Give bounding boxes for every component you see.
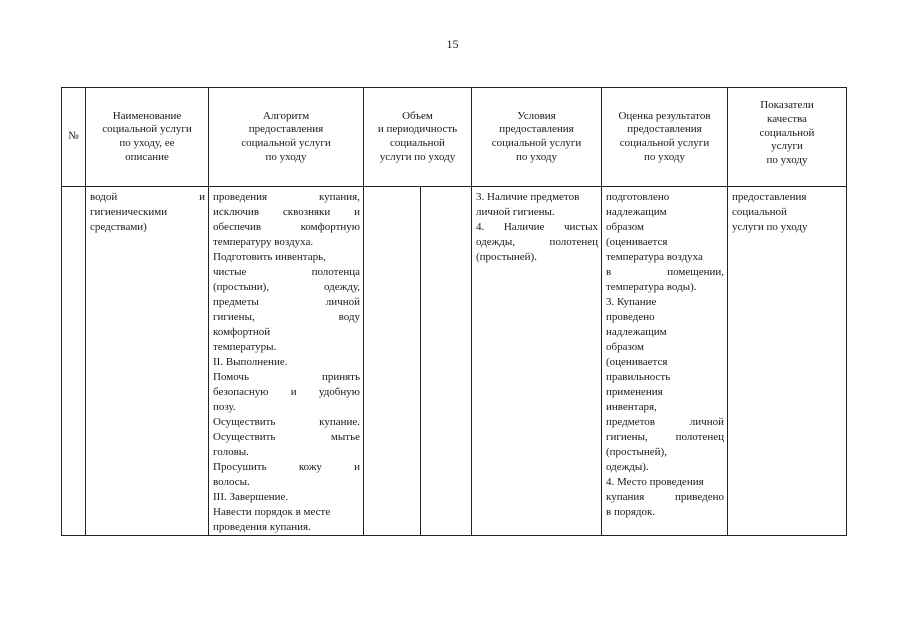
volume-subcell-right bbox=[421, 187, 471, 535]
text-line: Просушить кожу и bbox=[213, 461, 360, 473]
text-line: комфортной bbox=[213, 326, 271, 338]
text-line: обеспечив комфортную bbox=[213, 221, 360, 233]
text-line: инвентаря, bbox=[606, 401, 657, 413]
text-line: (простыней). bbox=[476, 251, 537, 263]
text-line: безопасную и удобную bbox=[213, 386, 360, 398]
header-line: Показатели bbox=[760, 99, 814, 111]
header-line: и периодичность bbox=[377, 123, 458, 136]
header-line: предоставления bbox=[248, 123, 324, 136]
text-line: Помочь принять bbox=[213, 371, 360, 383]
text-line: проведения купания, bbox=[213, 191, 360, 203]
text-line: Навести порядок в месте bbox=[213, 506, 331, 518]
header-volume bbox=[364, 88, 472, 187]
text-line: волосы. bbox=[213, 476, 250, 488]
service-table bbox=[61, 87, 847, 536]
header-line: по уходу, ее bbox=[119, 137, 175, 149]
text-line: образом bbox=[606, 341, 645, 353]
text-line: Осуществить купание. bbox=[213, 416, 360, 428]
header-line: Объем bbox=[402, 109, 433, 122]
table-row bbox=[62, 187, 847, 536]
text-line: одежды, полотенец bbox=[476, 236, 598, 248]
header-line: социальной bbox=[390, 137, 445, 149]
table-header-row bbox=[62, 88, 847, 187]
text-line: одежды). bbox=[606, 461, 649, 473]
text-line: предоставления bbox=[732, 191, 807, 203]
cell-conditions bbox=[472, 187, 602, 536]
header-num: № bbox=[62, 88, 86, 187]
page-number: 15 bbox=[446, 37, 459, 51]
text-line: Подготовить инвентарь, bbox=[213, 251, 326, 263]
text-line: (оценивается bbox=[606, 236, 668, 248]
header-line: социальной услуги bbox=[491, 137, 582, 149]
text-line: (простыни), одежду, bbox=[213, 281, 360, 293]
header-line: Наименование bbox=[112, 109, 182, 122]
header-line: по уходу bbox=[643, 150, 685, 163]
header-line: по уходу bbox=[516, 150, 557, 163]
cell-num bbox=[62, 187, 86, 536]
text-line: гигиеническими bbox=[90, 206, 168, 218]
text-line: чистые полотенца bbox=[213, 266, 360, 278]
text-line: надлежащим bbox=[606, 206, 667, 218]
text-line: купания приведено bbox=[606, 491, 724, 503]
header-line: Алгоритм bbox=[262, 109, 310, 122]
text-line: проведения купания. bbox=[213, 521, 311, 533]
header-line: услуги по уходу bbox=[379, 150, 456, 163]
text-line: средствами) bbox=[90, 221, 147, 233]
header-line: социальной услуги bbox=[619, 137, 710, 149]
text-line: водой и bbox=[90, 191, 205, 203]
cell-quality bbox=[728, 187, 847, 536]
header-line: Условия bbox=[517, 109, 556, 122]
text-line: применения bbox=[606, 386, 663, 398]
header-line: предоставления bbox=[627, 123, 702, 136]
text-line: температура воды). bbox=[606, 281, 697, 293]
text-line: температуру воздуха. bbox=[213, 236, 314, 248]
text-line: услуги по уходу bbox=[732, 221, 808, 233]
header-line: социальной услуги bbox=[102, 123, 192, 136]
header-service-name bbox=[86, 88, 209, 187]
header-line: социальной bbox=[759, 126, 815, 139]
header-quality bbox=[728, 88, 847, 187]
text-line: (простыней), bbox=[606, 446, 667, 458]
text-line: головы. bbox=[213, 446, 249, 458]
header-algorithm bbox=[209, 88, 364, 187]
text-line: 4. Место проведения bbox=[606, 476, 704, 488]
header-line: социальной услуги bbox=[241, 137, 331, 149]
text-line: в помещении, bbox=[606, 266, 724, 278]
text-line: 3. Купание bbox=[606, 296, 657, 308]
text-line: гигиены, полотенец bbox=[606, 431, 724, 443]
text-line: температуры. bbox=[213, 341, 277, 353]
text-line: (оценивается bbox=[606, 356, 668, 368]
text-line: Осуществить мытье bbox=[213, 431, 360, 443]
header-line: качества bbox=[767, 112, 807, 125]
text-line: III. Завершение. bbox=[213, 491, 289, 503]
cell-service-name bbox=[86, 187, 209, 536]
volume-subcell-left bbox=[364, 187, 421, 535]
text-line: проведено bbox=[606, 311, 655, 323]
text-line: 4. Наличие чистых bbox=[476, 221, 598, 233]
cell-evaluation bbox=[602, 187, 728, 536]
text-line: предметы личной bbox=[213, 296, 360, 308]
text-line: позу. bbox=[213, 401, 236, 413]
text-line: температура воздуха bbox=[606, 251, 703, 263]
header-line: по уходу bbox=[265, 150, 307, 163]
header-line: предоставления bbox=[499, 123, 574, 136]
text-line: правильность bbox=[606, 371, 671, 383]
text-line: исключив сквозняки и bbox=[213, 206, 360, 218]
text-line: II. Выполнение. bbox=[213, 356, 288, 368]
cell-algorithm bbox=[209, 187, 364, 536]
text-line: 3. Наличие предметов bbox=[476, 191, 580, 203]
header-line: по уходу bbox=[766, 154, 808, 166]
header-line: описание bbox=[125, 150, 169, 163]
header-line: услуги bbox=[771, 140, 803, 153]
header-line: Оценка результатов bbox=[618, 109, 711, 122]
header-conditions bbox=[472, 88, 602, 187]
text-line: образом bbox=[606, 221, 645, 233]
text-line: в порядок. bbox=[606, 506, 656, 518]
header-evaluation bbox=[602, 88, 728, 187]
text-line: надлежащим bbox=[606, 326, 667, 338]
text-line: подготовлено bbox=[606, 191, 670, 203]
text-line: гигиены, воду bbox=[213, 311, 360, 323]
text-line: личной гигиены. bbox=[476, 206, 555, 218]
text-line: социальной bbox=[732, 206, 787, 218]
text-line: предметов личной bbox=[606, 416, 724, 428]
cell-volume bbox=[364, 187, 472, 536]
